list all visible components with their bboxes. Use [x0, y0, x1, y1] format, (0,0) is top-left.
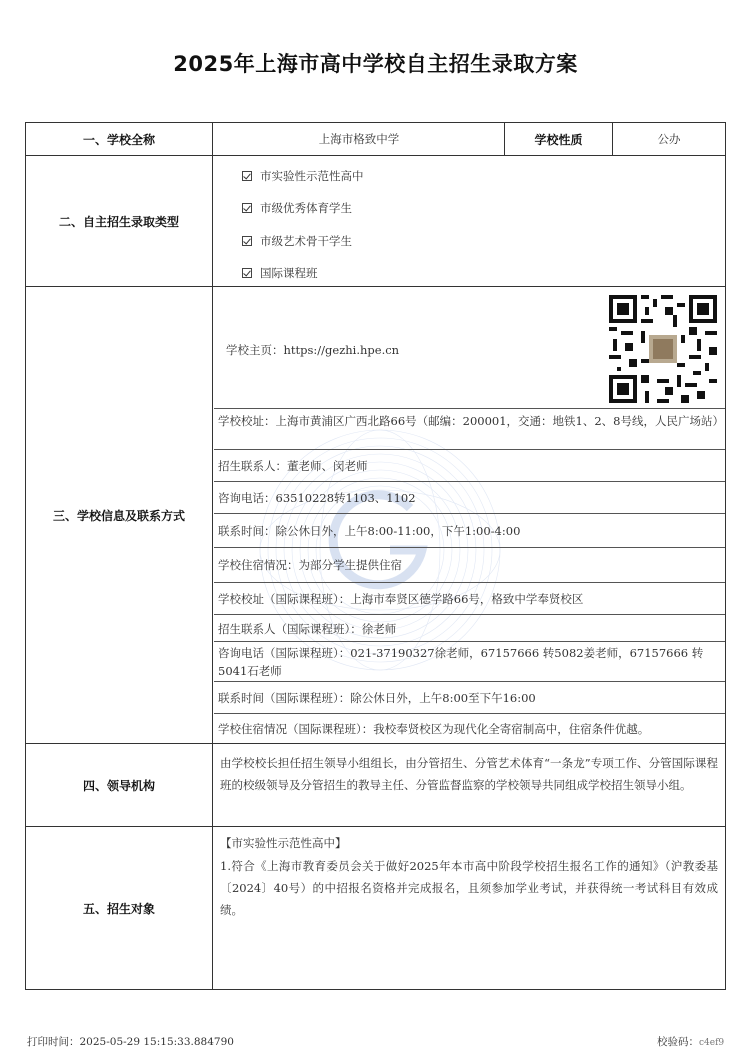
target-text: 1.符合《上海市教育委员会关于做好2025年本市高中阶段学校招生报名工作的通知》（沪教委基〔2024〕40号）的中招报名资格并完成报名，且须参加学业考试，并获得统一考试科目有效成绩。	[220, 859, 718, 917]
row-school-name	[26, 123, 725, 156]
checked-box-icon	[242, 268, 252, 278]
checked-box-icon	[242, 236, 252, 246]
checkbox-label: 市级艺术骨干学生	[260, 234, 352, 248]
verify-code: c4ef9	[699, 1038, 725, 1048]
label-leadership: 四、领导机构	[26, 744, 213, 826]
target-heading: 【市实验性示范性高中】	[220, 836, 347, 850]
checkbox-item	[242, 233, 352, 249]
checked-box-icon	[242, 203, 252, 213]
school-name-value: 上海市格致中学	[318, 132, 400, 146]
checkbox-item	[242, 265, 318, 281]
intl-phone-cell: 咨询电话（国际课程班）：021-37190327徐老师，67157666 转5082姜老师，67157666 转5041石老师	[214, 642, 725, 682]
row-admission-target	[26, 827, 725, 989]
checkbox-label: 市级优秀体育学生	[260, 201, 352, 215]
verify-code-area	[657, 1034, 724, 1049]
intl-hours-cell: 联系时间（国际课程班）：除公休日外，上午8:00至下午16:00	[214, 682, 725, 714]
print-time: 打印时间：2025-05-29 15:15:33.884790	[27, 1036, 234, 1048]
label-school-info: 三、学校信息及联系方式	[26, 287, 213, 743]
checked-box-icon	[242, 171, 252, 181]
checkbox-label: 市实验性示范性高中	[260, 169, 364, 183]
page-title: 2025年上海市高中学校自主招生录取方案	[173, 52, 578, 76]
hours-cell: 联系时间：除公休日外，上午8:00-11:00，下午1:00-4:00	[214, 514, 725, 548]
row-admission-types	[26, 156, 725, 287]
label-school-nature: 学校性质	[504, 123, 613, 155]
contact-cell: 招生联系人：董老师、闵老师	[214, 450, 725, 482]
label-admission-types: 二、自主招生录取类型	[26, 156, 213, 286]
intl-contact-cell: 招生联系人（国际课程班）：徐老师	[214, 615, 725, 642]
homepage-text: 学校主页：https://gezhi.hpe.cn	[226, 343, 400, 357]
intl-address-cell: 学校校址（国际课程班）：上海市奉贤区德学路66号，格致中学奉贤校区	[214, 583, 725, 615]
row-leadership	[26, 744, 725, 827]
checkbox-item	[242, 168, 364, 184]
label-school-name: 一、学校全称	[26, 123, 213, 155]
intl-dorm-cell: 学校住宿情况（国际课程班）：我校奉贤校区为现代化全寄宿制高中，住宿条件优越。	[218, 722, 650, 736]
address-cell: 学校校址：上海市黄浦区广西北路66号（邮编：200001，交通：地铁1、2、8号线，人民广场站）	[214, 409, 725, 450]
verify-label: 校验码：	[657, 1036, 699, 1048]
checkbox-label: 国际课程班	[260, 266, 318, 280]
phone-cell: 咨询电话：63510228转1103、1102	[214, 482, 725, 514]
admission-table	[25, 122, 726, 990]
leadership-text: 由学校校长担任招生领导小组组长，由分管招生、分管艺术体育“一条龙”专项工作、分管国际课程班的校级领导及分管招生的教导主任、分管监督监察的学校领导共同组成学校招生领导小组。	[220, 756, 718, 792]
school-nature-value: 公办	[657, 132, 681, 146]
qr-code-icon	[609, 295, 717, 403]
label-admission-target: 五、招生对象	[26, 827, 213, 989]
dorm-cell: 学校住宿情况：为部分学生提供住宿	[214, 548, 725, 583]
checkbox-item	[242, 200, 352, 216]
homepage-cell	[214, 287, 725, 409]
